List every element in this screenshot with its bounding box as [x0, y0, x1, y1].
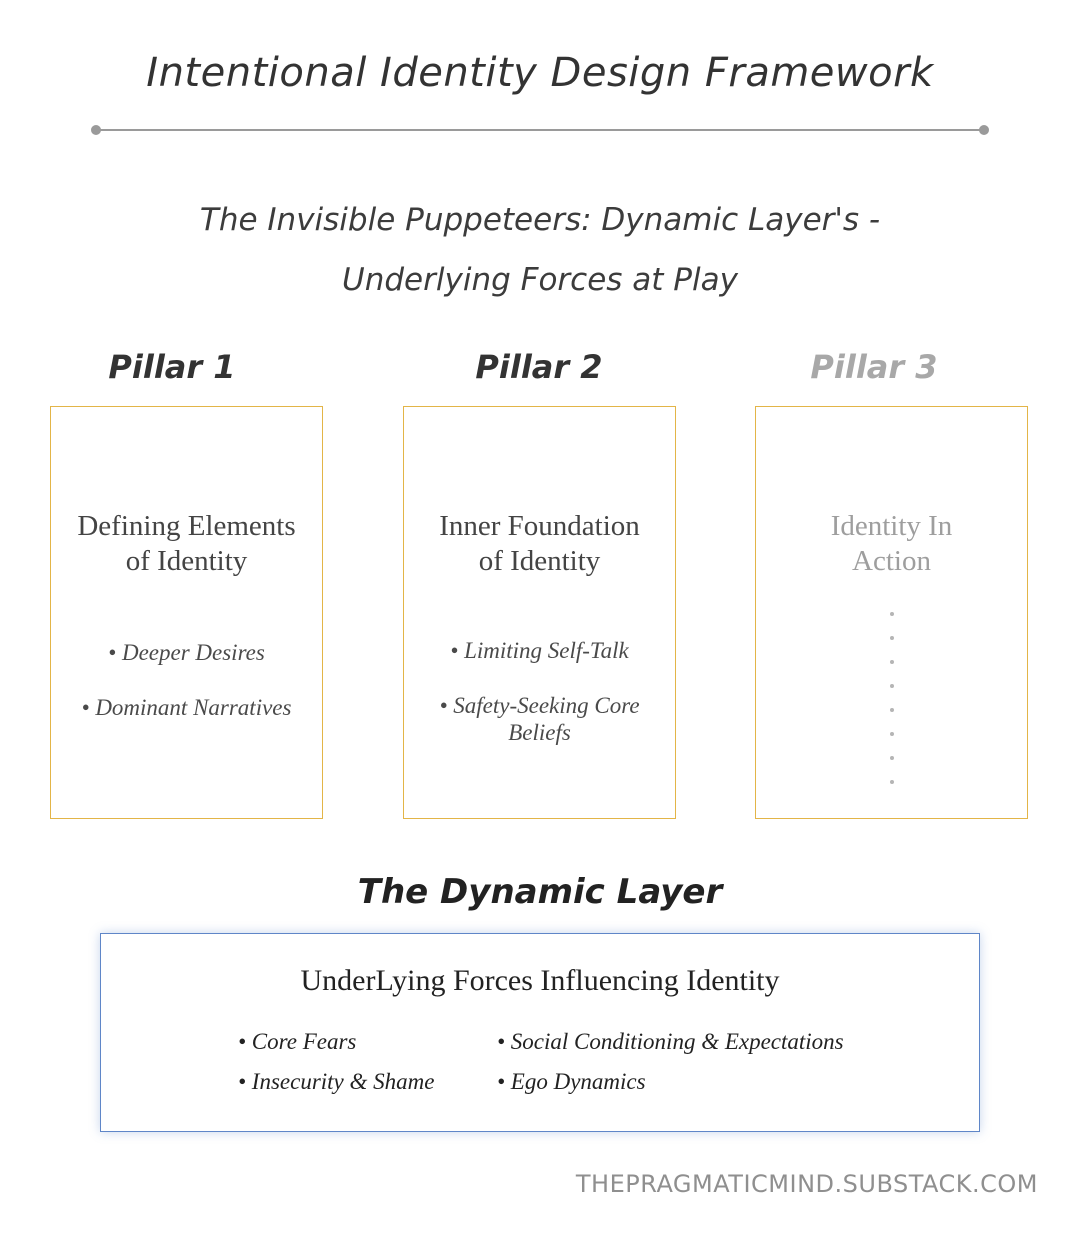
- pillar-1-heading: [51, 509, 322, 579]
- pillar-2-box: [403, 406, 676, 819]
- pillar-3-ellipsis: [756, 612, 1027, 804]
- pillar-2-bullet-2: • Safety-Seeking Core: [439, 693, 640, 718]
- pillar-3-heading-line-1: Identity In: [830, 510, 953, 542]
- subtitle-line-2: Underlying Forces at Play: [342, 262, 738, 298]
- pillar-1-heading-line-1: Defining Elements: [77, 510, 296, 542]
- ellipsis-dot: [890, 612, 894, 616]
- forces-left-column: [238, 1022, 434, 1102]
- pillar-2-heading-line-2: of Identity: [478, 545, 601, 577]
- title-rule-right-dot: [979, 125, 989, 135]
- ellipsis-dot: [890, 636, 894, 640]
- ellipsis-dot: [890, 684, 894, 688]
- ellipsis-dot: [890, 732, 894, 736]
- dynamic-layer-heading: UnderLying Forces Influencing Identity: [300, 964, 780, 997]
- force-item: • Insecurity & Shame: [238, 1069, 435, 1094]
- subtitle: [140, 190, 940, 310]
- pillar-3-heading: [756, 509, 1027, 579]
- subtitle-line-1: The Invisible Puppeteers: Dynamic Layer's -: [199, 202, 881, 238]
- pillar-3-label: Pillar 3: [810, 348, 938, 386]
- dynamic-layer-label: The Dynamic Layer: [357, 872, 723, 912]
- title-divider: [96, 129, 984, 131]
- pillar-2-bullets: [404, 637, 675, 746]
- pillar-1-bullets: [51, 639, 322, 721]
- pillar-2-bullet-1: • Limiting Self-Talk: [450, 638, 629, 663]
- pillar-1-heading-line-2: of Identity: [125, 545, 248, 577]
- ellipsis-dot: [890, 756, 894, 760]
- pillar-1-label: Pillar 1: [108, 348, 236, 386]
- force-item: • Ego Dynamics: [497, 1069, 646, 1094]
- ellipsis-dot: [890, 660, 894, 664]
- pillar-3-heading-line-2: Action: [852, 545, 931, 577]
- pillar-1-bullet-2: • Dominant Narratives: [81, 695, 292, 720]
- pillar-1-box: [50, 406, 323, 819]
- pillar-3-box: [755, 406, 1028, 819]
- pillar-2-bullet-2-cont: Beliefs: [508, 720, 571, 745]
- pillar-2-heading: [404, 509, 675, 579]
- pillar-2-label: Pillar 2: [475, 348, 603, 386]
- force-item: • Core Fears: [238, 1029, 357, 1054]
- forces-right-column: [497, 1022, 844, 1102]
- force-item: • Social Conditioning & Expectations: [497, 1029, 844, 1054]
- dynamic-layer-box: [100, 933, 980, 1132]
- page-title: Intentional Identity Design Framework: [146, 50, 934, 96]
- footer-url: THEPRAGMATICMIND.SUBSTACK.COM: [575, 1170, 1038, 1198]
- ellipsis-dot: [890, 708, 894, 712]
- pillar-2-heading-line-1: Inner Foundation: [439, 510, 640, 542]
- ellipsis-dot: [890, 780, 894, 784]
- pillar-1-bullet-1: • Deeper Desires: [108, 640, 265, 665]
